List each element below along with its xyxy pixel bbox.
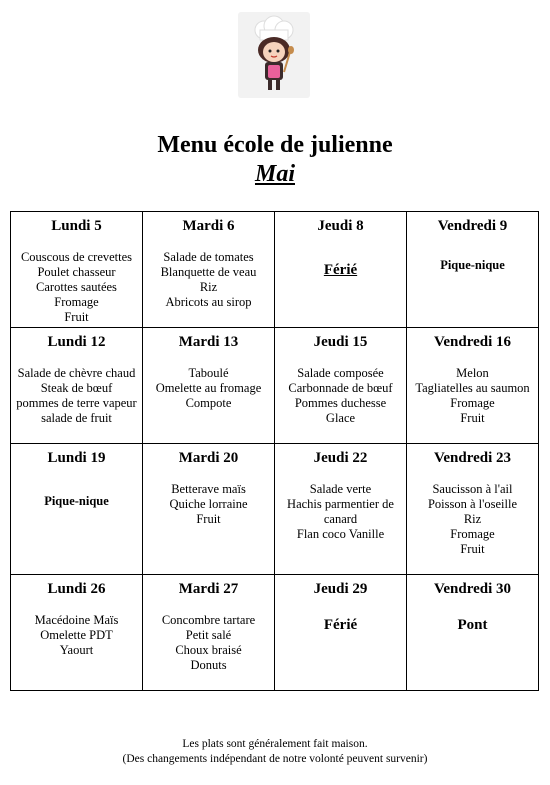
meal-list bbox=[13, 366, 140, 426]
chef-girl-icon bbox=[238, 12, 310, 98]
meal-item: Quiche lorraine bbox=[169, 497, 248, 511]
week-row bbox=[11, 444, 539, 575]
meal-item: Glace bbox=[325, 411, 356, 425]
meal-item: Omelette au fromage bbox=[155, 381, 262, 395]
meal-item: Compote bbox=[185, 396, 232, 410]
meal-item: Salade de tomates bbox=[163, 250, 254, 264]
day-label: Jeudi 15 bbox=[313, 334, 368, 350]
meal-list bbox=[145, 250, 272, 310]
day-cell bbox=[143, 212, 275, 328]
meal-item: Fruit bbox=[460, 411, 485, 425]
meal-item: Donuts bbox=[190, 658, 227, 672]
meal-item: Salade verte bbox=[309, 482, 372, 496]
week-row bbox=[11, 212, 539, 328]
day-cell bbox=[407, 575, 539, 691]
meal-item: salade de fruit bbox=[41, 411, 112, 425]
holiday-label: Férié bbox=[323, 262, 358, 278]
day-label: Mardi 6 bbox=[182, 218, 235, 234]
meal-list bbox=[277, 366, 404, 426]
meal-item: Melon bbox=[456, 366, 489, 380]
page-title: Menu école de julienne bbox=[157, 132, 393, 158]
meal-item: Salade de chèvre chaud bbox=[17, 366, 136, 380]
meal-item: Yaourt bbox=[59, 643, 94, 657]
meal-list bbox=[145, 613, 272, 673]
day-label: Lundi 5 bbox=[51, 218, 102, 234]
meal-item: Hachis parmentier de canard bbox=[287, 497, 394, 526]
meal-item: Taboulé bbox=[188, 366, 229, 380]
meal-item: Fruit bbox=[64, 310, 89, 324]
meal-item: Betterave maïs bbox=[171, 482, 246, 496]
day-cell bbox=[143, 444, 275, 575]
day-cell bbox=[11, 212, 143, 328]
day-label: Vendredi 23 bbox=[433, 450, 512, 466]
meal-item: Omelette PDT bbox=[40, 628, 113, 642]
meal-item: Macédoine Maïs bbox=[34, 613, 119, 627]
meal-list bbox=[13, 250, 140, 325]
meal-item: Fruit bbox=[460, 542, 485, 556]
meal-item: Concombre tartare bbox=[161, 613, 256, 627]
meal-item: pommes de terre vapeur bbox=[16, 396, 137, 410]
picnic-label: Pique-nique bbox=[440, 258, 505, 272]
meal-item: Petit salé bbox=[185, 628, 232, 642]
menu-table bbox=[10, 211, 539, 691]
day-cell bbox=[11, 444, 143, 575]
day-cell bbox=[407, 444, 539, 575]
meal-list bbox=[409, 366, 536, 426]
day-cell bbox=[143, 575, 275, 691]
meal-item: Carbonnade de bœuf bbox=[288, 381, 393, 395]
week-row bbox=[11, 328, 539, 444]
month-title: Mai bbox=[254, 161, 295, 187]
meal-item: Riz bbox=[463, 512, 482, 526]
day-cell bbox=[11, 328, 143, 444]
meal-item: Fruit bbox=[196, 512, 221, 526]
meal-list bbox=[145, 366, 272, 411]
meal-item: Poulet chasseur bbox=[37, 265, 116, 279]
day-label: Vendredi 16 bbox=[433, 334, 512, 350]
meal-item: Choux braisé bbox=[175, 643, 242, 657]
day-label: Lundi 19 bbox=[47, 450, 106, 466]
footer-note bbox=[0, 737, 550, 767]
meal-item: Tagliatelles au saumon bbox=[415, 381, 530, 395]
meal-item: Pommes duchesse bbox=[294, 396, 387, 410]
meal-item: Carottes sautées bbox=[36, 280, 117, 294]
meal-item: Fromage bbox=[54, 295, 99, 309]
day-label: Mardi 27 bbox=[178, 581, 239, 597]
meal-list bbox=[277, 482, 404, 542]
day-label: Jeudi 8 bbox=[317, 218, 364, 234]
day-label: Mardi 13 bbox=[178, 334, 239, 350]
meal-item: Salade composée bbox=[297, 366, 384, 380]
day-label: Vendredi 9 bbox=[437, 218, 508, 234]
day-cell bbox=[407, 212, 539, 328]
day-cell bbox=[275, 575, 407, 691]
picnic-label: Pique-nique bbox=[44, 494, 109, 508]
meal-item: Riz bbox=[199, 280, 218, 294]
day-cell bbox=[275, 212, 407, 328]
footer-line: (Des changements indépendant de notre volonté peuvent survenir) bbox=[122, 753, 428, 765]
meal-item: Couscous de crevettes bbox=[20, 250, 133, 264]
meal-item: Steak de bœuf bbox=[40, 381, 113, 395]
day-label: Lundi 26 bbox=[47, 581, 106, 597]
meal-item: Flan coco Vanille bbox=[296, 527, 385, 541]
day-label: Lundi 12 bbox=[47, 334, 106, 350]
meal-item: Saucisson à l'ail bbox=[432, 482, 513, 496]
holiday-label: Férié bbox=[323, 617, 358, 633]
day-cell bbox=[143, 328, 275, 444]
day-label: Jeudi 22 bbox=[313, 450, 368, 466]
day-label: Mardi 20 bbox=[178, 450, 239, 466]
meal-list bbox=[145, 482, 272, 527]
week-row bbox=[11, 575, 539, 691]
day-cell bbox=[275, 328, 407, 444]
day-label: Vendredi 30 bbox=[433, 581, 512, 597]
meal-list bbox=[409, 482, 536, 557]
bridge-day-label: Pont bbox=[457, 617, 488, 633]
meal-item: Poisson à l'oseille bbox=[427, 497, 518, 511]
meal-item: Blanquette de veau bbox=[160, 265, 257, 279]
day-label: Jeudi 29 bbox=[313, 581, 368, 597]
meal-item: Fromage bbox=[450, 527, 495, 541]
meal-list bbox=[13, 613, 140, 658]
day-cell bbox=[11, 575, 143, 691]
footer-line: Les plats sont généralement fait maison. bbox=[182, 738, 368, 750]
chef-logo bbox=[238, 12, 310, 98]
meal-item: Abricots au sirop bbox=[165, 295, 252, 309]
day-cell bbox=[275, 444, 407, 575]
meal-item: Fromage bbox=[450, 396, 495, 410]
day-cell bbox=[407, 328, 539, 444]
